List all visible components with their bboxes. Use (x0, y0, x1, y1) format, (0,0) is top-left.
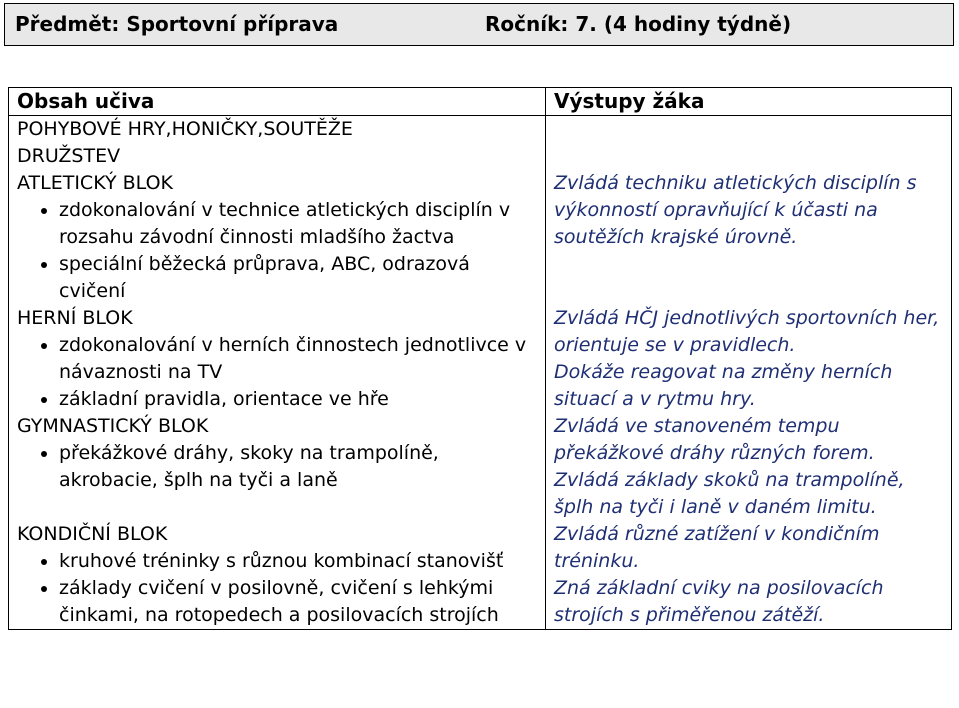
subject-header (4, 3, 954, 46)
list-item: • základy cvičení v posilovně, cvičení s lehkými činkami, na rotopedech a posilovacích strojích (59, 575, 537, 629)
spacer (554, 143, 943, 170)
list-item: • základní pravidla, orientace ve hře (59, 386, 537, 413)
column-header-outcomes: Výstupy žáka (546, 88, 952, 116)
outcome-condition-2: Zná základní cviky na posilovacích strojích s přiměřenou zátěží. (554, 577, 884, 626)
list-item: • zdokonalování v technice atletických disciplín v rozsahu závodní činnosti mladšího žactva (59, 197, 537, 251)
game-list (17, 332, 537, 413)
games-heading-line1: POHYBOVÉ HRY,HONIČKY,SOUTĚŽE (17, 118, 353, 140)
list-item: • překážkové dráhy, skoky na trampolíně, akrobacie, šplh na tyči a laně (59, 440, 537, 494)
content-cell (9, 116, 546, 630)
outcome-games-1: Zvládá HČJ jednotlivých sportovních her, orientuje se v pravidlech. (554, 307, 940, 356)
spacer (554, 116, 943, 143)
table-header-row (9, 88, 952, 116)
column-header-content: Obsah učiva (9, 88, 546, 116)
outcome-gym-2: Zvládá základy skoků na trampolíně, šplh na tyči i laně v daném limitu. (554, 469, 905, 518)
list-item: • speciální běžecká průprava, ABC, odrazová cvičení (59, 251, 537, 305)
subject-title: Předmět: Sportovní příprava (15, 12, 339, 36)
spacer (17, 494, 537, 521)
gym-heading: GYMNASTICKÝ BLOK (17, 415, 209, 437)
condition-list (17, 548, 537, 629)
athletic-heading: ATLETICKÝ BLOK (17, 172, 173, 194)
outcome-games-2: Dokáže reagovat na změny herních situací a v rytmu hry. (554, 361, 893, 410)
curriculum-table (8, 87, 952, 630)
list-item: • kruhové tréninky s různou kombinací stanovišť (59, 548, 537, 575)
spacer (554, 251, 943, 278)
outcomes-cell (546, 116, 952, 630)
athletic-list (17, 197, 537, 305)
outcome-athletic: Zvládá techniku atletických disciplín s výkonností opravňující k účasti na soutěžích krajské úrovně. (554, 172, 917, 248)
condition-heading: KONDIČNÍ BLOK (17, 523, 168, 545)
table-row (9, 116, 952, 630)
spacer (554, 278, 943, 305)
gym-list (17, 440, 537, 494)
outcome-gym-1: Zvládá ve stanoveném tempu překážkové dráhy různých forem. (554, 415, 875, 464)
games-heading-line2: DRUŽSTEV (17, 145, 121, 167)
game-block-heading: HERNÍ BLOK (17, 307, 133, 329)
outcome-condition-1: Zvládá různé zatížení v kondičním tréninku. (554, 523, 880, 572)
grade-info: Ročník: 7. (4 hodiny týdně) (485, 12, 792, 36)
list-item: • zdokonalování v herních činnostech jednotlivce v návaznosti na TV (59, 332, 537, 386)
